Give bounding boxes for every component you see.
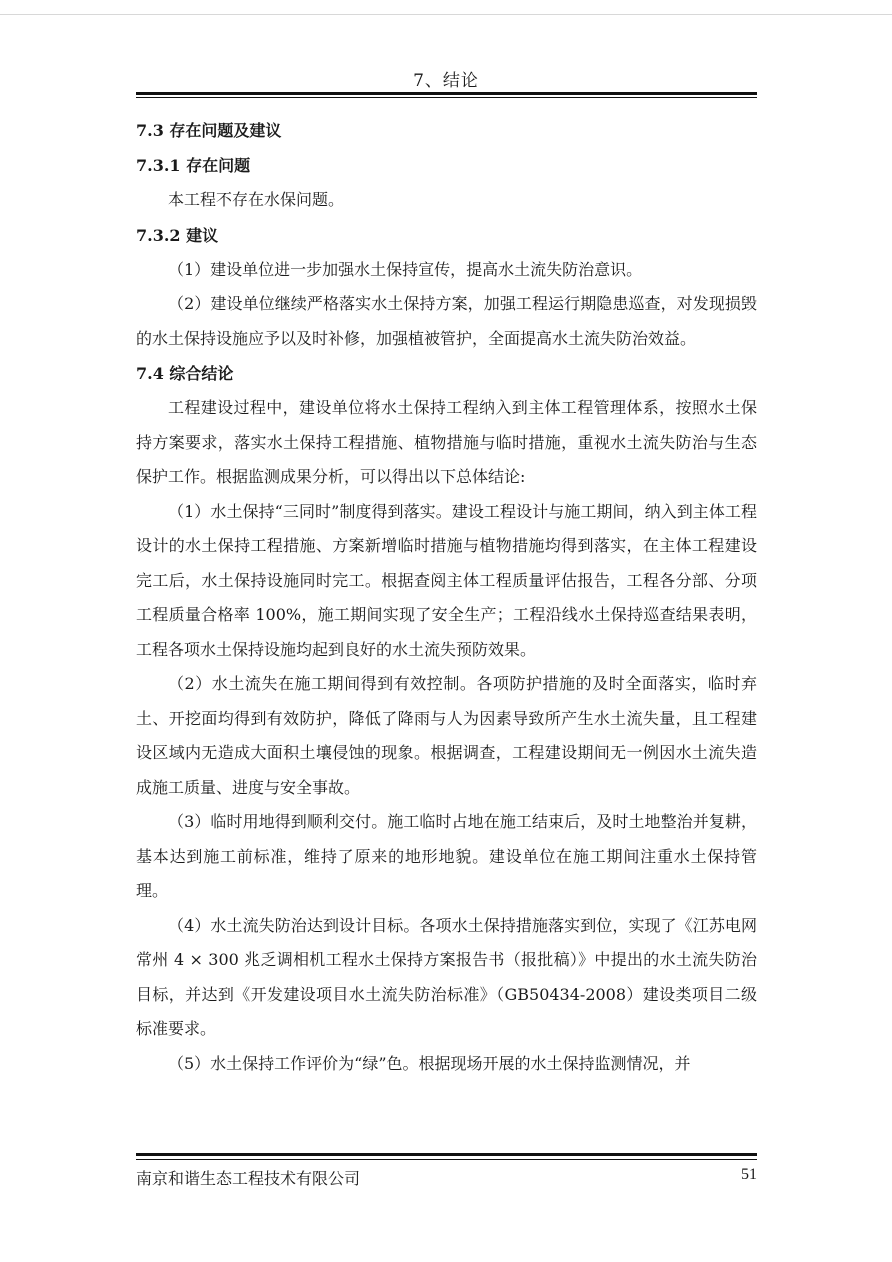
suggestion-item-2: （2）建设单位继续严格落实水土保持方案，加强工程运行期隐患巡查，对发现损毁的水土保持设施应予以及时补修，加强植被管护，全面提高水土流失防治效益。 <box>136 294 757 348</box>
footer-company: 南京和谐生态工程技术有限公司 <box>136 1169 361 1188</box>
conclusion-item-4: （4）水土流失防治达到设计目标。各项水土保持措施落实到位，实现了《江苏电网常州 4 × 300 兆乏调相机工程水土保持方案报告书（报批稿）》中提出的水土流失防治目标，并达到《开发建设项目水土流失防治标准》（GB50434-2008）建设类项目二级标准要求。 <box>136 915 757 1038</box>
paragraph-7-3-1: 本工程不存在水保问题。 <box>168 190 345 209</box>
heading-7-3-2: 7.3.2 建议 <box>136 225 219 245</box>
conclusion-item-5: （5）水土保持工作评价为“绿”色。根据现场开展的水土保持监测情况，并 <box>168 1053 691 1073</box>
heading-7-3-1: 7.3.1 存在问题 <box>136 156 251 175</box>
document-body <box>136 113 757 1081</box>
page-number: 51 <box>741 1166 757 1183</box>
conclusion-item-2: （2）水土流失在施工期间得到有效控制。各项防护措施的及时全面落实，临时弃土、开挖面均得到有效防护，降低了降雨与人为因素导致所产生水土流失量，且工程建设区域内无造成大面积土壤侵蚀的现象。根据调查，工程建设期间无一例因水土流失造成施工质量、进度与安全事故。 <box>136 674 757 797</box>
header-rule-thick <box>136 92 757 95</box>
suggestion-item-1: （1）建设单位进一步加强水土保持宣传，提高水土流失防治意识。 <box>168 259 643 279</box>
footer-rule-thin <box>136 1159 757 1160</box>
heading-7-4: 7.4 综合结论 <box>136 364 234 383</box>
chapter-header: 7、结论 <box>413 71 479 91</box>
conclusion-item-3: （3）临时用地得到顺利交付。施工临时占地在施工结束后，及时土地整治并复耕，基本达到施工前标准，维持了原来的地形地貌。建设单位在施工期间注重水土保持管理。 <box>136 812 757 900</box>
header-rule-thin <box>136 97 757 98</box>
footer-rule-thick <box>136 1153 757 1156</box>
conclusion-intro: 工程建设过程中，建设单位将水土保持工程纳入到主体工程管理体系，按照水土保持方案要求，落实水土保持工程措施、植物措施与临时措施，重视水土流失防治与生态保护工作。根据监测成果分析，可以得出以下总体结论: <box>136 398 757 486</box>
conclusion-item-1: （1）水土保持“三同时”制度得到落实。建设工程设计与施工期间，纳入到主体工程设计的水土保持工程措施、方案新增临时措施与植物措施均得到落实，在主体工程建设完工后，水土保持设施同时完工。根据查阅主体工程质量评估报告，工程各分部、分项工程质量合格率 100%，施工期间实现了安全生产；工程沿线水土保持巡查结果表明，工程各项水土保持设施均起到良好的水土流失预防效果。 <box>136 501 757 659</box>
page-top-border <box>0 0 892 15</box>
heading-7-3: 7.3 存在问题及建议 <box>136 121 282 140</box>
